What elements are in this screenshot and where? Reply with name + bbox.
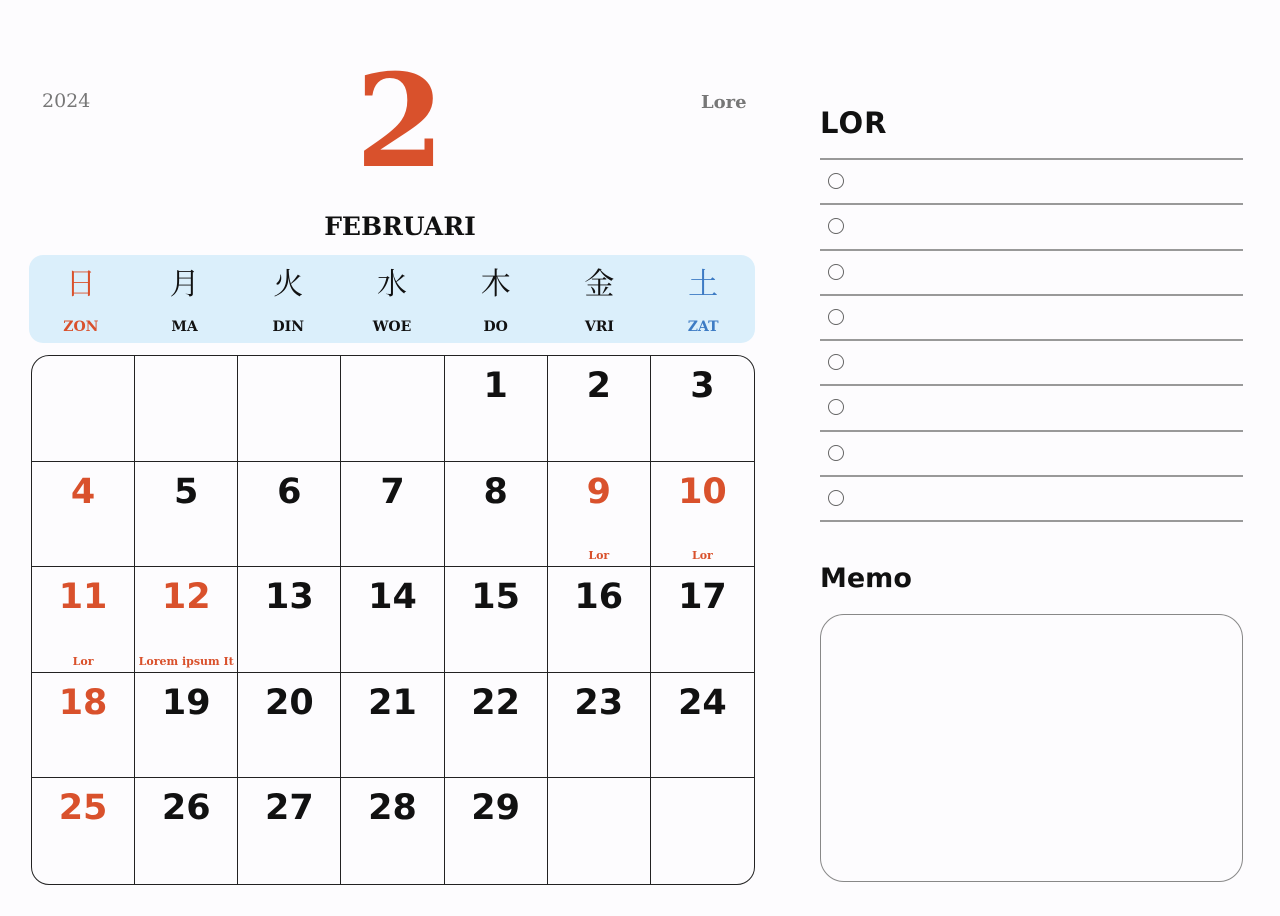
day-number: 13 <box>264 577 314 618</box>
weekday-woe <box>340 255 444 343</box>
day-number: 20 <box>264 682 314 723</box>
day-number: 8 <box>483 471 508 512</box>
todo-item[interactable] <box>820 386 1243 431</box>
day-number: 29 <box>471 788 520 829</box>
checkbox-circle-icon[interactable] <box>828 309 844 325</box>
day-number: 18 <box>58 682 108 723</box>
weekday-abbr: VRI <box>584 319 614 335</box>
checkbox-circle-icon[interactable] <box>828 264 844 280</box>
month-number: 2 <box>355 47 445 197</box>
weekday-zat <box>651 255 755 343</box>
calendar-grid <box>31 355 755 885</box>
day-note: Lor <box>691 549 713 563</box>
day-cell[interactable] <box>341 778 444 884</box>
checkbox-circle-icon[interactable] <box>828 445 844 461</box>
day-cell[interactable] <box>238 778 341 884</box>
day-cell[interactable] <box>548 462 651 568</box>
day-cell[interactable] <box>32 462 135 568</box>
day-cell[interactable] <box>135 567 238 673</box>
day-cell[interactable] <box>651 356 754 462</box>
day-number: 4 <box>70 471 96 512</box>
day-cell[interactable] <box>32 778 135 884</box>
weekday-kanji: 土 <box>688 267 719 302</box>
day-number: 2 <box>586 366 611 406</box>
day-number: 11 <box>58 577 108 618</box>
day-number: 19 <box>161 682 211 723</box>
day-cell[interactable] <box>32 673 135 779</box>
weekday-header <box>29 255 755 343</box>
day-cell[interactable] <box>135 778 238 884</box>
day-number: 12 <box>161 577 211 618</box>
day-cell[interactable] <box>651 462 754 568</box>
day-number: 16 <box>574 577 624 618</box>
day-number: 5 <box>174 471 199 512</box>
day-number: 15 <box>471 577 520 618</box>
weekday-abbr: WOE <box>372 319 412 335</box>
day-cell[interactable] <box>445 673 548 779</box>
weekday-vri <box>548 255 652 343</box>
day-number: 10 <box>678 471 727 512</box>
day-cell[interactable] <box>238 462 341 568</box>
day-cell[interactable] <box>445 567 548 673</box>
memo-box[interactable] <box>820 614 1243 882</box>
todo-item[interactable] <box>820 251 1243 296</box>
weekday-kanji: 水 <box>376 267 407 302</box>
todo-item[interactable] <box>820 296 1243 341</box>
weekday-abbr: DO <box>483 319 508 335</box>
day-cell[interactable] <box>341 567 444 673</box>
day-cell[interactable] <box>238 356 341 462</box>
day-number: 7 <box>380 471 405 512</box>
header-label: Lore <box>701 92 747 113</box>
todo-item[interactable] <box>820 160 1243 205</box>
day-cell[interactable] <box>445 356 548 462</box>
weekday-abbr: ZAT <box>687 319 719 335</box>
day-cell[interactable] <box>445 462 548 568</box>
weekday-abbr: DIN <box>272 319 305 335</box>
day-number: 22 <box>471 682 520 723</box>
day-cell[interactable] <box>548 356 651 462</box>
checkbox-circle-icon[interactable] <box>828 354 844 370</box>
weekday-do <box>444 255 548 343</box>
checkbox-circle-icon[interactable] <box>828 490 844 506</box>
day-number: 21 <box>368 682 417 723</box>
day-number: 23 <box>574 682 624 723</box>
weekday-zon <box>29 255 133 343</box>
day-cell[interactable] <box>32 356 135 462</box>
day-cell[interactable] <box>651 567 754 673</box>
todo-list <box>820 158 1243 522</box>
weekday-ma <box>133 255 237 343</box>
day-note: Lor <box>588 549 610 563</box>
weekday-din <box>236 255 340 343</box>
month-name: FEBRUARI <box>324 212 476 241</box>
day-cell[interactable] <box>238 567 341 673</box>
day-number: 6 <box>277 471 302 512</box>
day-number: 25 <box>58 788 108 829</box>
todo-item[interactable] <box>820 341 1243 386</box>
memo-title: Memo <box>820 563 912 594</box>
checkbox-circle-icon[interactable] <box>828 399 844 415</box>
day-cell[interactable] <box>341 356 444 462</box>
year-label: 2024 <box>42 90 91 112</box>
day-cell[interactable] <box>341 673 444 779</box>
day-number: 17 <box>678 577 727 618</box>
day-number: 27 <box>264 788 314 829</box>
weekday-kanji: 金 <box>584 267 615 302</box>
day-cell[interactable] <box>548 673 651 779</box>
weekday-abbr: MA <box>171 319 198 335</box>
day-number: 26 <box>161 788 211 829</box>
day-cell[interactable] <box>651 778 754 884</box>
day-cell[interactable] <box>445 778 548 884</box>
day-cell[interactable] <box>651 673 754 779</box>
day-cell[interactable] <box>548 778 651 884</box>
day-number: 1 <box>483 366 508 406</box>
day-number: 3 <box>690 366 715 406</box>
day-note: Lor <box>72 654 94 668</box>
weekday-abbr: ZON <box>63 319 99 335</box>
day-number: 28 <box>368 788 417 829</box>
weekday-kanji: 日 <box>65 267 96 302</box>
todo-item[interactable] <box>820 477 1243 522</box>
todo-title: LOR <box>820 106 888 140</box>
weekday-kanji: 火 <box>273 267 304 302</box>
day-cell[interactable] <box>32 567 135 673</box>
day-number: 24 <box>678 682 727 723</box>
day-cell[interactable] <box>548 567 651 673</box>
todo-item[interactable] <box>820 432 1243 477</box>
weekday-kanji: 木 <box>480 267 511 302</box>
checkbox-circle-icon[interactable] <box>828 173 844 189</box>
todo-item[interactable] <box>820 205 1243 250</box>
day-cell[interactable] <box>135 462 238 568</box>
day-cell[interactable] <box>135 356 238 462</box>
day-number: 9 <box>586 471 611 512</box>
day-number: 14 <box>368 577 417 618</box>
day-cell[interactable] <box>341 462 444 568</box>
checkbox-circle-icon[interactable] <box>828 218 844 234</box>
day-note: Lorem ipsum It <box>138 654 234 668</box>
weekday-kanji: 月 <box>169 267 200 302</box>
day-cell[interactable] <box>135 673 238 779</box>
day-cell[interactable] <box>238 673 341 779</box>
